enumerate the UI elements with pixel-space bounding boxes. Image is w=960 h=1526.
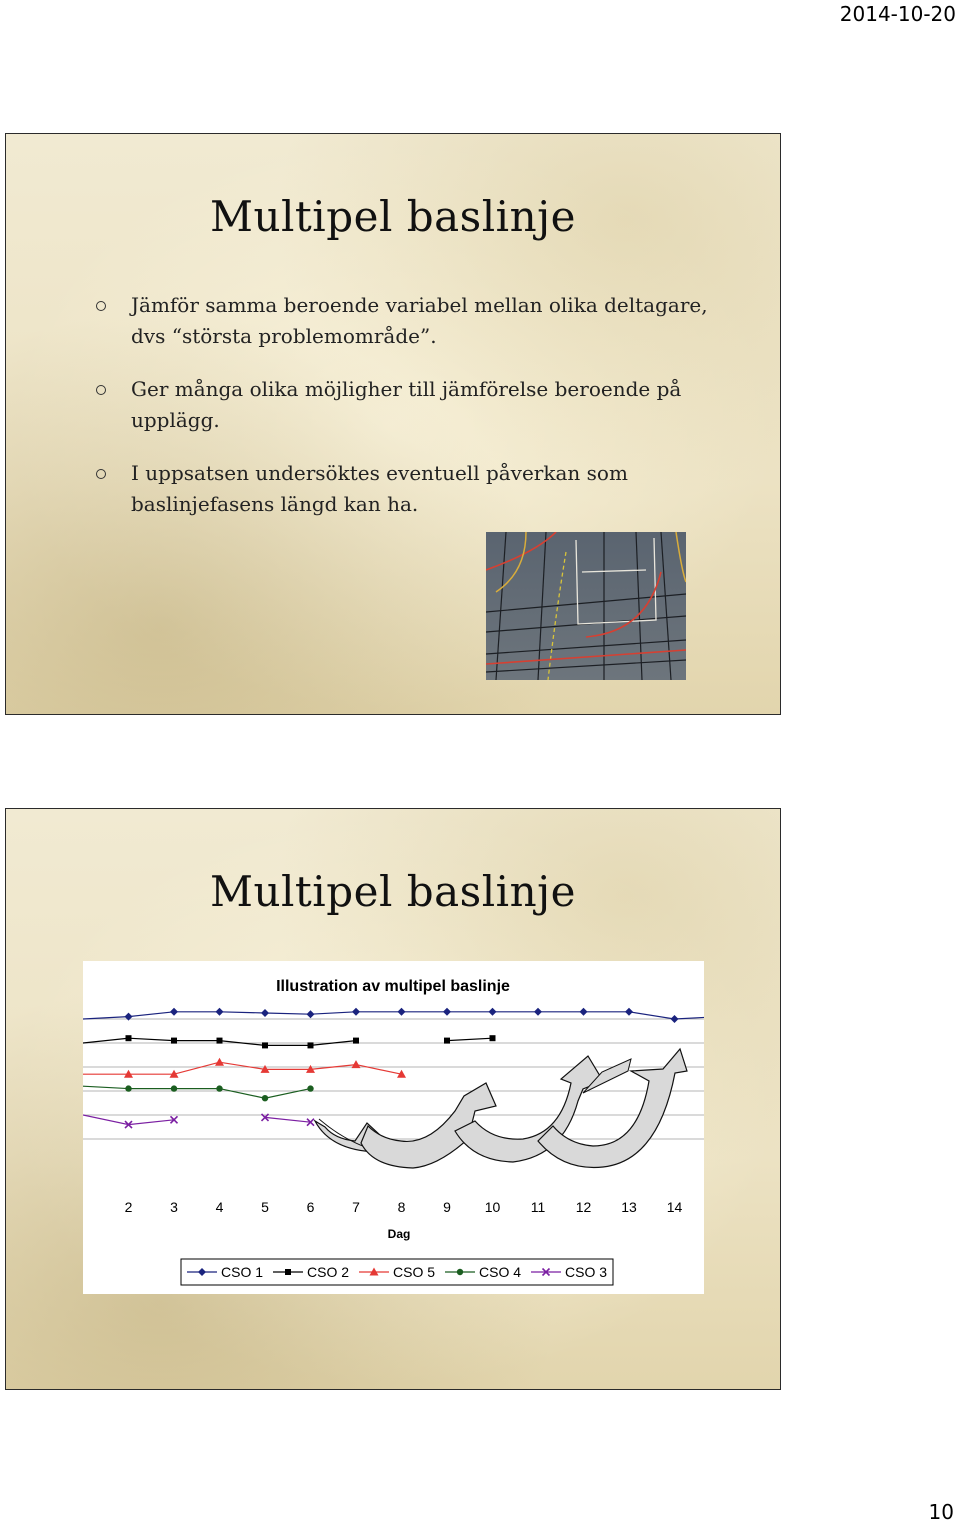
- data-point-marker: [443, 1008, 451, 1016]
- x-tick-label: 3: [170, 1199, 178, 1215]
- x-tick-label: 10: [484, 1199, 501, 1215]
- data-point-marker: [353, 1038, 359, 1044]
- bullet-text: Jämför samma beroende variabel mellan olika deltagare, dvs “största problemområde”.: [131, 293, 708, 348]
- x-tick-label: 13: [621, 1199, 637, 1215]
- bullet-text: Ger många olika möjligher till jämförelse beroende på upplägg.: [131, 377, 682, 432]
- x-tick-label: 12: [575, 1199, 592, 1215]
- series-cso-1: [83, 1008, 704, 1023]
- data-point-marker: [262, 1042, 268, 1048]
- bullet-item: [6, 374, 780, 436]
- chart-panel: [83, 961, 704, 1294]
- chart-legend: [181, 1259, 613, 1285]
- data-point-marker: [352, 1060, 361, 1068]
- legend-label: CSO 2: [307, 1264, 350, 1280]
- x-tick-label: 11: [530, 1199, 546, 1215]
- data-point-marker: [171, 1038, 177, 1044]
- bullet-list: [6, 290, 780, 542]
- header-date: 2014-10-20: [839, 2, 956, 26]
- x-tick-label: 9: [443, 1199, 451, 1215]
- bullet-ring-icon: [96, 385, 106, 395]
- data-point-marker: [352, 1008, 360, 1016]
- data-point-marker: [125, 1085, 131, 1091]
- data-point-marker: [307, 1010, 315, 1018]
- chart-title: Illustration av multipel baslinje: [276, 978, 510, 995]
- data-point-marker: [490, 1035, 496, 1041]
- series-cso-3: [83, 1114, 314, 1128]
- data-point-marker: [489, 1008, 497, 1016]
- x-tick-label: 14: [666, 1199, 683, 1215]
- data-point-marker: [308, 1042, 314, 1048]
- x-tick-label: 6: [306, 1199, 315, 1215]
- data-point-marker: [307, 1085, 313, 1091]
- x-axis-ticks: [125, 1199, 683, 1215]
- bullet-item: [6, 458, 780, 520]
- legend-label: CSO 1: [221, 1264, 264, 1280]
- data-point-marker: [126, 1035, 132, 1041]
- data-point-marker: [170, 1008, 178, 1016]
- data-point-marker: [398, 1008, 406, 1016]
- series-line: [83, 1062, 402, 1074]
- data-point-marker: [457, 1269, 463, 1275]
- slide-title: Multipel baslinje: [209, 192, 577, 241]
- data-point-marker: [671, 1015, 679, 1023]
- data-point-marker: [625, 1008, 633, 1016]
- legend-label: CSO 3: [565, 1264, 608, 1280]
- series-line: [83, 1038, 493, 1045]
- data-point-marker: [534, 1008, 542, 1016]
- x-tick-label: 5: [261, 1199, 269, 1215]
- data-point-marker: [261, 1009, 269, 1017]
- data-point-marker: [580, 1008, 588, 1016]
- x-axis-label: Dag: [387, 1227, 411, 1241]
- series-line: [83, 1086, 311, 1098]
- x-tick-label: 2: [124, 1199, 133, 1215]
- data-point-marker: [215, 1058, 224, 1066]
- slide-2: [5, 808, 781, 1390]
- x-tick-label: 7: [352, 1199, 360, 1215]
- data-point-marker: [285, 1269, 291, 1275]
- data-point-marker: [217, 1038, 223, 1044]
- data-point-marker: [444, 1038, 450, 1044]
- bullet-item: [6, 290, 780, 352]
- page-number: 10: [928, 1500, 954, 1524]
- data-point-marker: [262, 1095, 268, 1101]
- series-cso-5: [83, 1058, 406, 1078]
- series-cso-2: [83, 1035, 496, 1048]
- bullet-text: I uppsatsen undersöktes eventuell påverkan som baslinjefasens längd kan ha.: [131, 461, 628, 516]
- slide-title: Multipel baslinje: [209, 867, 577, 916]
- data-point-marker: [171, 1085, 177, 1091]
- bullet-ring-icon: [96, 469, 106, 479]
- sports-hall-floor-photo: [486, 532, 686, 680]
- legend-label: CSO 5: [393, 1264, 436, 1280]
- series-line: [83, 1115, 311, 1125]
- x-tick-label: 4: [215, 1199, 224, 1215]
- series-cso-4: [83, 1085, 314, 1101]
- line-chart: [83, 961, 704, 1294]
- data-point-marker: [216, 1008, 224, 1016]
- bullet-ring-icon: [96, 301, 106, 311]
- data-point-marker: [216, 1085, 222, 1091]
- slide-1: [5, 133, 781, 715]
- x-tick-label: 8: [397, 1199, 406, 1215]
- legend-label: CSO 4: [479, 1264, 522, 1280]
